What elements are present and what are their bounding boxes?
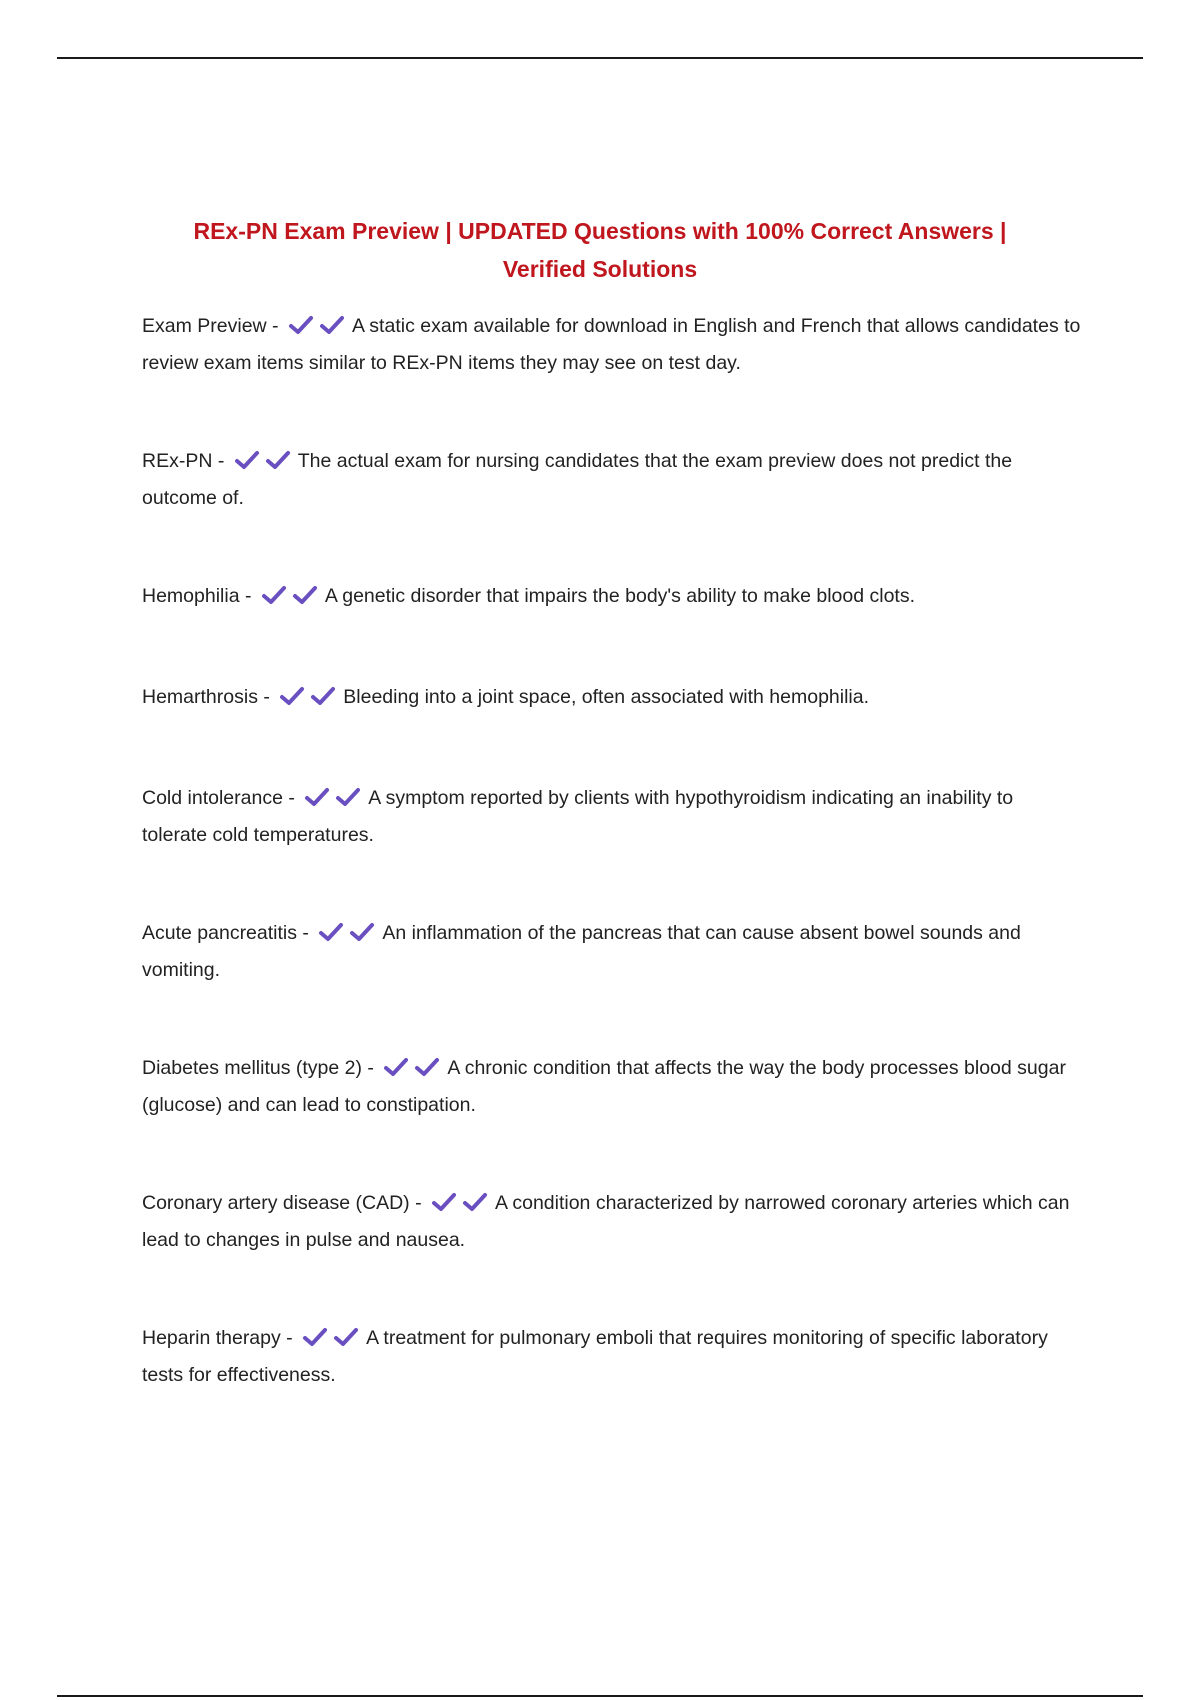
definition: A genetic disorder that impairs the body's ability to make blood clots. xyxy=(324,585,916,607)
flashcard-list xyxy=(142,309,1082,1456)
definition: Bleeding into a joint space, often associated with hemophilia. xyxy=(343,686,870,708)
double-check-icon xyxy=(261,582,323,616)
term: Coronary artery disease (CAD) - xyxy=(142,1192,427,1214)
term: Exam Preview - xyxy=(142,315,284,337)
list-item xyxy=(142,1186,1082,1254)
double-check-icon xyxy=(383,1054,445,1088)
term: Diabetes mellitus (type 2) - xyxy=(142,1057,380,1079)
double-check-icon xyxy=(304,784,366,818)
double-check-icon xyxy=(279,683,341,717)
definition: A treatment for pulmonary emboli that requires monitoring of specific laboratory tests for effectiveness. xyxy=(142,1327,1048,1386)
list-item xyxy=(142,444,1082,512)
term: Heparin therapy - xyxy=(142,1327,299,1349)
double-check-icon xyxy=(302,1324,364,1358)
list-item xyxy=(142,916,1082,984)
double-check-icon xyxy=(431,1189,493,1223)
list-item xyxy=(142,309,1082,377)
term: REx-PN - xyxy=(142,450,230,472)
bottom-divider xyxy=(57,1695,1143,1697)
definition: A static exam available for download in English and French that allows candidates to review exam items similar to REx-PN items they may see on test day. xyxy=(142,315,1081,374)
definition: A condition characterized by narrowed coronary arteries which can lead to changes in pulse and nausea. xyxy=(142,1192,1070,1251)
definition: A chronic condition that affects the way the body processes blood sugar (glucose) and can lead to constipation. xyxy=(142,1057,1066,1116)
top-divider xyxy=(57,57,1143,59)
list-item xyxy=(142,1321,1082,1389)
list-item xyxy=(142,781,1082,849)
list-item xyxy=(142,1051,1082,1119)
definition: A symptom reported by clients with hypothyroidism indicating an inability to tolerate cold temperatures. xyxy=(142,787,1014,846)
term: Hemophilia - xyxy=(142,585,257,607)
definition: The actual exam for nursing candidates that the exam preview does not predict the outcome of. xyxy=(142,450,1013,509)
term: Hemarthrosis - xyxy=(142,686,276,708)
double-check-icon xyxy=(318,919,380,953)
term: Cold intolerance - xyxy=(142,787,301,809)
definition: An inflammation of the pancreas that can cause absent bowel sounds and vomiting. xyxy=(142,922,1021,981)
list-item xyxy=(142,579,1082,613)
double-check-icon xyxy=(288,312,350,346)
document-title: REx-PN Exam Preview | UPDATED Questions with 100% Correct Answers | Verified Solutions xyxy=(193,218,1007,282)
double-check-icon xyxy=(234,447,296,481)
list-item xyxy=(142,680,1082,714)
term: Acute pancreatitis - xyxy=(142,922,315,944)
